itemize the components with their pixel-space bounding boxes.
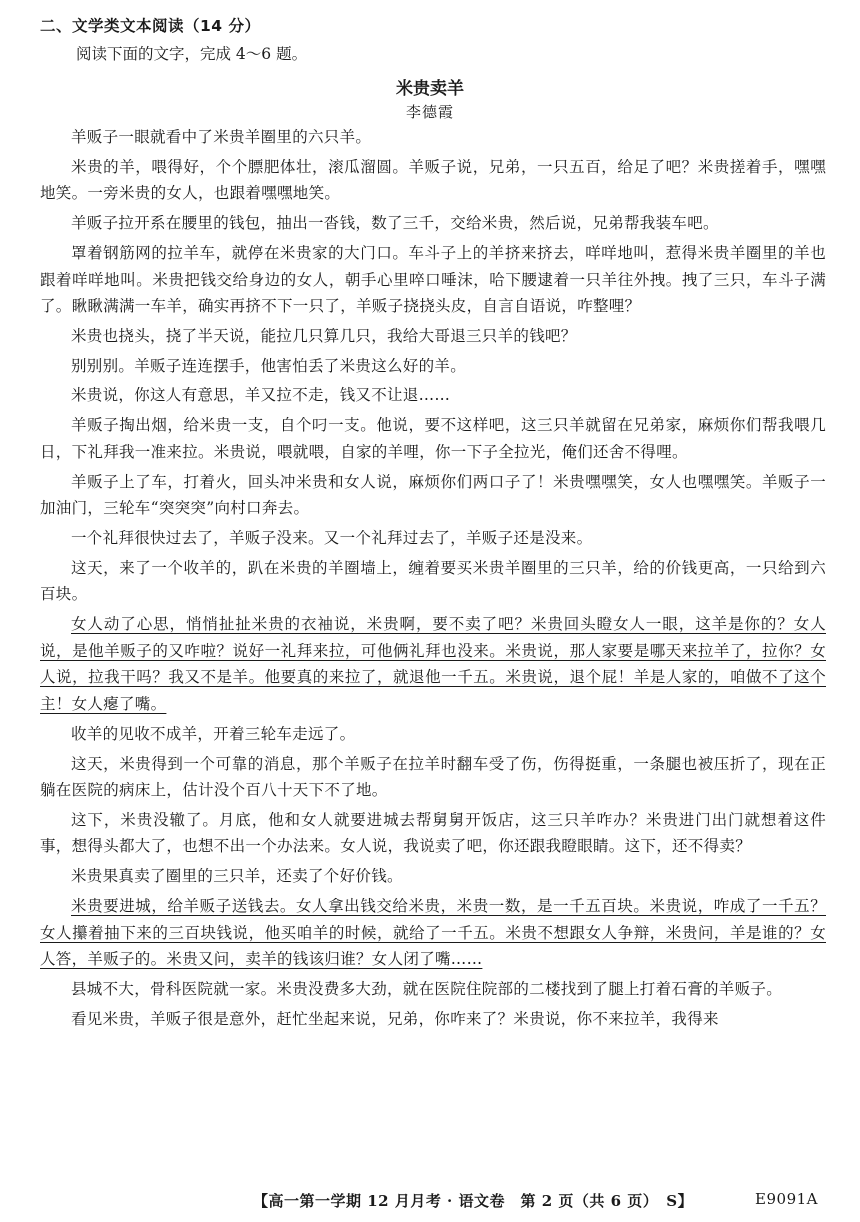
story-paragraph: 别别别。羊贩子连连摆手，他害怕丢了米贵这么好的羊。 bbox=[71, 356, 467, 375]
story-paragraph: 米贵说，你这人有意思，羊又拉不走，钱又不让退…… bbox=[71, 386, 451, 405]
story-paragraph: 看见米贵，羊贩子很是意外，赶忙坐起来说，兄弟，你咋来了？米贵说，你不来拉羊，我得来 bbox=[71, 1009, 719, 1028]
story-paragraph: 羊贩子一眼就看中了米贵羊圈里的六只羊。 bbox=[71, 128, 372, 146]
story-paragraph: 这下，米贵没辙了。月底，他和女人就要进城去帮舅舅开饭店，这三只羊咋办？米贵进门出门就想着这件事，想得头都大了，也想不出一个办法来。女人说，我说卖了吧，你还跟我瞪眼睛。这下，还不得卖？ bbox=[40, 810, 826, 856]
exam-label: 【高一第一学期 12 月月考 · 语文卷 第 2 页（共 6 页） S】 bbox=[253, 1192, 694, 1210]
story-paragraph: 羊贩子上了车，打着火，回头冲米贵和女人说，麻烦你们两口子了！米贵嘿嘿笑，女人也嘿嘿笑。羊贩子一加油门，三轮车“突突突”向村口奔去。 bbox=[40, 472, 826, 518]
story-paragraph: 一个礼拜很快过去了，羊贩子没来。又一个礼拜过去了，羊贩子还是没来。 bbox=[71, 529, 593, 547]
story-paragraph: 米贵的羊，喂得好，个个膘肥体壮，滚瓜溜圆。羊贩子说，兄弟，一只五百，给足了吧？米贵搓着手，嘿嘿地笑。一旁米贵的女人，也跟着嘿嘿地笑。 bbox=[40, 157, 826, 203]
paper-code: E9091A bbox=[755, 1190, 818, 1208]
story-paragraph: 米贵果真卖了圈里的三只羊，还卖了个好价钱。 bbox=[71, 867, 403, 886]
story-paragraph: 米贵也挠头，挠了半天说，能拉几只算几只，我给大哥退三只羊的钱吧？ bbox=[71, 326, 577, 345]
story-author: 李德霞 bbox=[405, 103, 454, 121]
section-title: 二、文学类文本阅读（14 分） bbox=[40, 17, 261, 35]
story-paragraph: 收羊的见收不成羊，开着三轮车走远了。 bbox=[71, 724, 356, 743]
story-paragraph: 这天，来了一个收羊的，趴在米贵的羊圈墙上，缠着要买米贵羊圈里的三只羊，给的价钱更高，一只给到六百块。 bbox=[40, 558, 826, 604]
story-body bbox=[40, 124, 826, 1036]
story-paragraph: 羊贩子掏出烟，给米贵一支，自个叼一支。他说，要不这样吧，这三只羊就留在兄弟家，麻烦你们帮我喂几日，下礼拜我一准来拉。米贵说，喂就喂，自家的羊哩，你一下子全拉光，俺们还舍不得哩。 bbox=[40, 416, 826, 461]
story-paragraph: 这天，米贵得到一个可靠的消息，那个羊贩子在拉羊时翻车受了伤，伤得挺重，一条腿也被压折了，现在正躺在医院的病床上，估计没个百八十天下不了地。 bbox=[40, 754, 826, 800]
story-title: 米贵卖羊 bbox=[396, 79, 464, 99]
underlined-passage: 女人动了心思，悄悄扯扯米贵的衣袖说，米贵啊，要不卖了吧？米贵回头瞪女人一眼，这羊是你的？女人说，是他羊贩子的又咋啦？说好一礼拜来拉，可他俩礼拜也没来。米贵说，那人家要是哪天来拉羊了，拉你？女人说，拉我干吗？我又不是羊。他要真的来拉了，就退他一千五。米贵说，退个屁！羊是人家的，咱做不了这个主！女人瘪了嘴。 bbox=[40, 615, 826, 713]
story-paragraph: 县城不大，骨科医院就一家。米贵没费多大劲，就在医院住院部的二楼找到了腿上打着石膏的羊贩子。 bbox=[71, 980, 783, 998]
reading-instruction: 阅读下面的文字，完成 4～6 题。 bbox=[76, 45, 308, 63]
story-paragraph: 罩着钢筋网的拉羊车，就停在米贵家的大门口。车斗子上的羊挤来挤去，咩咩地叫，惹得米贵羊圈里的羊也跟着咩咩地叫。米贵把钱交给身边的女人，朝手心里啐口唾沫，哈下腰逮着一只羊往外拽。拽了三只，车斗子满了。瞅瞅满满一车羊，确实再挤不下一只了，羊贩子挠挠头皮，自言自语说，咋整哩？ bbox=[40, 243, 826, 316]
story-paragraph: 羊贩子拉开系在腰里的钱包，抽出一沓钱，数了三千，交给米贵，然后说，兄弟帮我装车吧。 bbox=[71, 214, 719, 233]
underlined-passage: 米贵要进城，给羊贩子送钱去。女人拿出钱交给米贵，米贵一数，是一千五百块。米贵说，咋成了一千五？女人攥着抽下来的三百块钱说，他买咱羊的时候，就给了一千五。米贵不想跟女人争辩，米贵问，羊是谁的？女人答，羊贩子的。米贵又问，卖羊的钱该归谁？女人闭了嘴…… bbox=[40, 897, 826, 969]
